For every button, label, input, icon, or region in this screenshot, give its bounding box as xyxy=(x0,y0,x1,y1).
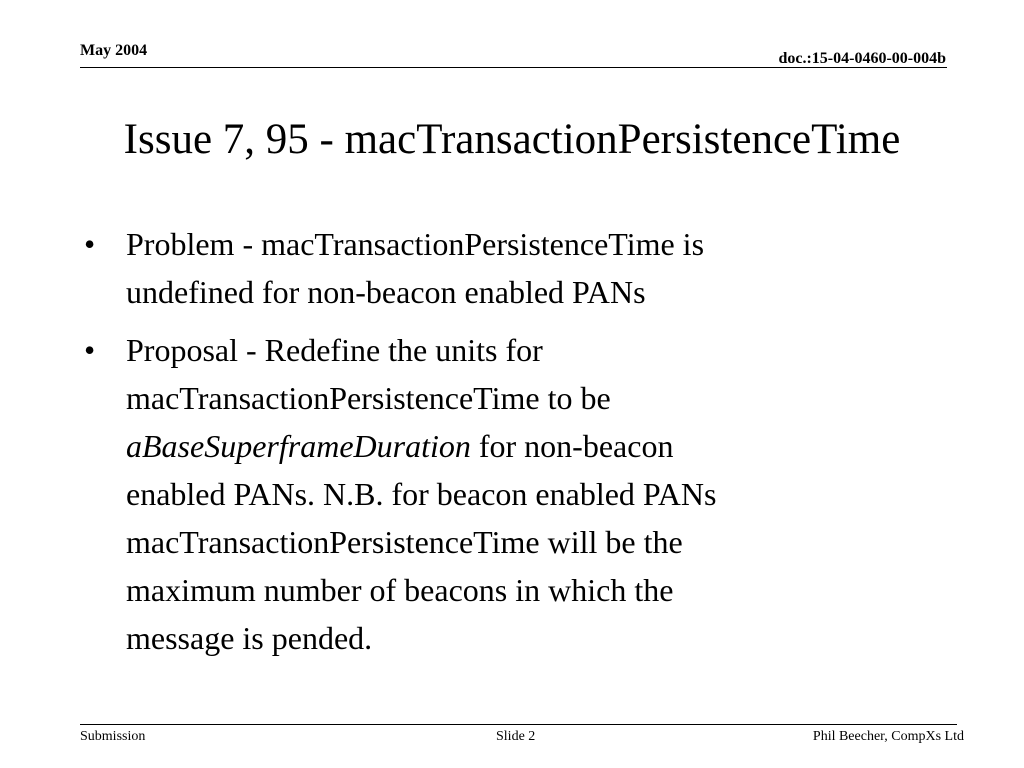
proposal-line-4: enabled PANs. N.B. for beacon enabled PANs xyxy=(126,476,717,512)
proposal-line-1: Proposal - Redefine the units for xyxy=(126,332,543,368)
bullet-problem xyxy=(84,220,904,316)
slide-title: Issue 7, 95 - macTransactionPersistenceTime xyxy=(123,116,901,163)
proposal-line-2: macTransactionPersistenceTime to be xyxy=(126,380,611,416)
bullet-icon: • xyxy=(84,226,96,262)
problem-line-2: undefined for non-beacon enabled PANs xyxy=(126,274,646,310)
header-doc-id: doc.:15-04-0460-00-004b xyxy=(778,50,946,67)
problem-line-1: Problem - macTransactionPersistenceTime is xyxy=(126,226,705,262)
footer-slide-number: Slide 2 xyxy=(496,729,536,744)
footer-author: Phil Beecher, CompXs Ltd xyxy=(812,729,964,744)
bullet-icon: • xyxy=(84,332,96,368)
proposal-line-7: message is pended. xyxy=(126,620,373,656)
footer-divider xyxy=(80,724,957,725)
proposal-term-italic: aBaseSuperframeDuration xyxy=(126,428,471,464)
proposal-line-3: for non-beacon xyxy=(470,428,674,464)
slide-body xyxy=(84,220,904,672)
bullet-proposal xyxy=(84,326,904,662)
proposal-line-6: maximum number of beacons in which the xyxy=(126,572,674,608)
proposal-line-5: macTransactionPersistenceTime will be the xyxy=(126,524,683,560)
header-divider xyxy=(80,67,947,68)
footer-submission: Submission xyxy=(80,729,146,744)
header-date: May 2004 xyxy=(80,42,148,59)
